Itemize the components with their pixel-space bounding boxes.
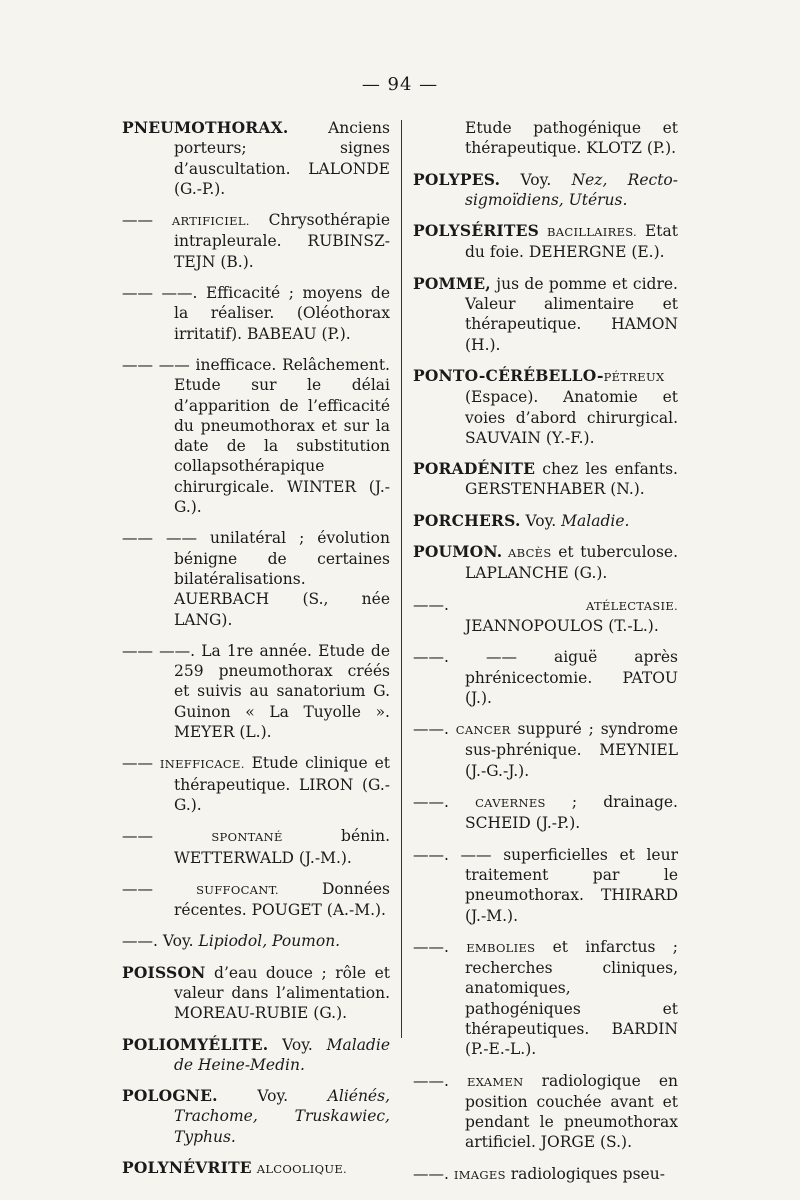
entry-text: et tuberculose. LAPLANCHE (G.). xyxy=(465,543,678,583)
index-entry xyxy=(122,210,390,272)
entry-dash: —— —— xyxy=(122,529,197,548)
entry-text: Voy. xyxy=(217,1087,328,1106)
entry-heading: POLYNÉVRITE xyxy=(122,1158,252,1178)
entry-heading: POUMON. xyxy=(413,542,503,562)
entry-dash: —— ——. xyxy=(122,284,198,303)
entry-text: JEANNOPOULOS (T.-L.). xyxy=(465,616,659,635)
index-entry xyxy=(413,647,678,708)
index-entry xyxy=(122,826,390,868)
index-entry xyxy=(122,1086,390,1147)
entry-dash: —— xyxy=(122,879,153,898)
entry-dash: ——. —— xyxy=(413,648,517,667)
entry-text: Etat du foie. DEHERGNE (E.). xyxy=(465,222,678,262)
left-column xyxy=(122,118,390,1190)
entry-text: radiologique en position couchée avant et pendant le pneumothorax artificiel. JORGE (S.). xyxy=(465,1071,678,1152)
entry-dash: ——. xyxy=(413,793,449,812)
index-entry xyxy=(413,845,678,926)
entry-heading: POMME, xyxy=(413,273,491,293)
index-entry xyxy=(413,118,678,159)
entry-text: Etude clinique et thérapeutique. LIRON (G.-G.). xyxy=(174,754,390,814)
entry-subheading: INEFFICACE. xyxy=(159,757,245,772)
column-divider xyxy=(401,120,402,1038)
index-entry xyxy=(413,274,678,355)
entry-see-also: Nez, Recto-sigmoïdiens, Utérus. xyxy=(465,170,678,209)
entry-subheading: ARTIFICIEL. xyxy=(171,214,250,229)
entry-subheading: IMAGES xyxy=(453,1167,506,1182)
entry-see-also: Aliénés, Trachome, Truskawiec, Typhus. xyxy=(174,1087,390,1146)
entry-heading: PONTO-CÉRÉBELLO- xyxy=(413,365,604,385)
entry-subheading: CAVERNES xyxy=(475,796,546,811)
index-entry xyxy=(122,931,390,951)
index-entry xyxy=(122,1158,390,1179)
entry-text: Voy. xyxy=(268,1035,327,1054)
entry-text: superficielles et leur traitement par le pneumothorax. THIRARD (J.-M.). xyxy=(465,845,678,925)
entry-dash: ——. xyxy=(413,937,449,956)
entry-subheading: EMBOLIES xyxy=(466,940,536,955)
entry-subheading: EXAMEN xyxy=(467,1074,524,1089)
entry-text: chez les enfants. GERSTENHABER (N.). xyxy=(465,460,678,499)
entry-subheading: SPONTANÉ xyxy=(211,830,283,845)
entry-heading: PORCHERS. xyxy=(413,510,521,530)
entry-subheading: SUFFOCANT. xyxy=(196,882,279,897)
entry-dash: —— —— xyxy=(122,355,190,374)
entry-text: Etude pathogénique et thérapeutique. KLOTZ (P.). xyxy=(465,119,678,158)
entry-text: Anciens porteurs; signes d’auscultation. LALONDE (G.-P.). xyxy=(174,119,390,198)
right-column xyxy=(413,118,678,1196)
entry-text: jus de pomme et cidre. Valeur alimentaire et thérapeutique. HAMON (H.). xyxy=(465,274,678,354)
index-entry xyxy=(122,118,390,199)
entry-dash: ——. xyxy=(122,932,158,951)
entry-text: Voy. xyxy=(520,511,562,530)
index-entry xyxy=(122,963,390,1024)
entry-text: Voy. xyxy=(500,170,572,189)
index-entry xyxy=(122,355,390,517)
entry-text: unilatéral ; évolution bénigne de certaines bilatéralisations. AUERBACH (S., née LANG). xyxy=(174,529,390,629)
entry-heading: PNEUMOTHORAX. xyxy=(122,118,289,137)
entry-dash: —— xyxy=(122,211,153,230)
entry-text: Voy. xyxy=(162,932,199,951)
index-entry xyxy=(413,511,678,531)
index-entry xyxy=(413,366,678,448)
entry-text: Données récentes. POUGET (A.-M.). xyxy=(174,879,390,920)
index-entry xyxy=(413,792,678,834)
index-entry xyxy=(413,719,678,781)
entry-subheading: BACILLAIRES. xyxy=(547,225,637,240)
index-entry xyxy=(413,459,678,500)
entry-heading: POLOGNE. xyxy=(122,1086,218,1106)
entry-dash: ——. —— xyxy=(413,845,492,864)
entry-text: bénin. WETTERWALD (J.-M.). xyxy=(174,827,390,867)
page-number: — 94 — xyxy=(361,74,439,95)
entry-see-also: Maladie de Heine-Medin. xyxy=(174,1035,390,1074)
index-entry xyxy=(122,528,390,629)
entry-see-also: Lipiodol, Poumon. xyxy=(198,932,341,951)
entry-text: radiologiques pseu- xyxy=(505,1164,665,1183)
entry-subheading: ATÉLECTASIE. xyxy=(586,598,678,613)
index-entry xyxy=(122,1035,390,1076)
entry-heading: POLYSÉRITES xyxy=(413,221,540,241)
entry-text: suppuré ; syndrome sus-phrénique. MEYNIEL (J.-G.-J.). xyxy=(465,720,678,780)
entry-text: d’eau douce ; rôle et valeur dans l’alimentation. MOREAU-RUBIE (G.). xyxy=(174,963,390,1023)
index-entry xyxy=(413,170,678,211)
entry-text: aiguë après phrénicectomie. PATOU (J.). xyxy=(465,648,678,707)
entry-subheading: ABCÈS xyxy=(502,546,552,561)
index-entry xyxy=(122,283,390,344)
index-entry xyxy=(413,542,678,584)
entry-text: et infarctus ; recherches cliniques, anatomiques, pathogéniques et thérapeutiques. BARDIN (P.-E.-L.). xyxy=(465,937,678,1059)
index-entry xyxy=(122,641,390,742)
entry-dash: ——. xyxy=(413,1164,449,1183)
entry-dash: —— xyxy=(122,827,153,846)
index-entry xyxy=(413,1164,678,1185)
entry-text: ; drainage. SCHEID (J.-P.). xyxy=(465,793,678,833)
entry-heading: POLYPES. xyxy=(413,169,501,189)
entry-heading: POLIOMYÉLITE. xyxy=(122,1034,269,1054)
index-entry xyxy=(122,753,390,815)
entry-text: Efficacité ; moyens de la réaliser. (Oléothorax irritatif). BABEAU (P.). xyxy=(174,284,390,343)
entry-dash: —— ——. xyxy=(122,641,196,660)
index-entry xyxy=(413,1071,678,1153)
entry-dash: ——. xyxy=(413,1071,449,1090)
entry-subheading: CANCER xyxy=(455,723,511,738)
entry-see-also: Maladie. xyxy=(561,511,630,530)
entry-dash: ——. xyxy=(413,595,449,614)
entry-text: Chrysothérapie intrapleurale. RUBINSZ-TEJN (B.). xyxy=(174,211,390,271)
index-entry xyxy=(413,595,678,637)
entry-text: inefficace. Relâchement. Etude sur le délai d’apparition de l’efficacité du pneumothorax et sur la date de la substitution collapsothérapique chirurgicale. WINTER (J.-G.). xyxy=(174,355,390,517)
entry-text: (Espace). Anatomie et voies d’abord chirurgical. SAUVAIN (Y.-F.). xyxy=(465,388,678,447)
entry-dash: —— xyxy=(122,754,153,773)
entry-heading: PORADÉNITE xyxy=(413,459,536,479)
entry-heading: POISSON xyxy=(122,962,206,982)
index-entry xyxy=(413,221,678,263)
entry-text: La 1re année. Etude de 259 pneumothorax créés et suivis au sanatorium G. Guinon « La Tuyolle ». MEYER (L.). xyxy=(174,641,390,742)
entry-dash: ——. xyxy=(413,720,449,739)
index-entry xyxy=(122,879,390,921)
index-entry xyxy=(413,937,678,1060)
entry-subheading: PÉTREUX xyxy=(603,369,665,384)
entry-subheading: ALCOOLIQUE. xyxy=(256,1162,348,1177)
